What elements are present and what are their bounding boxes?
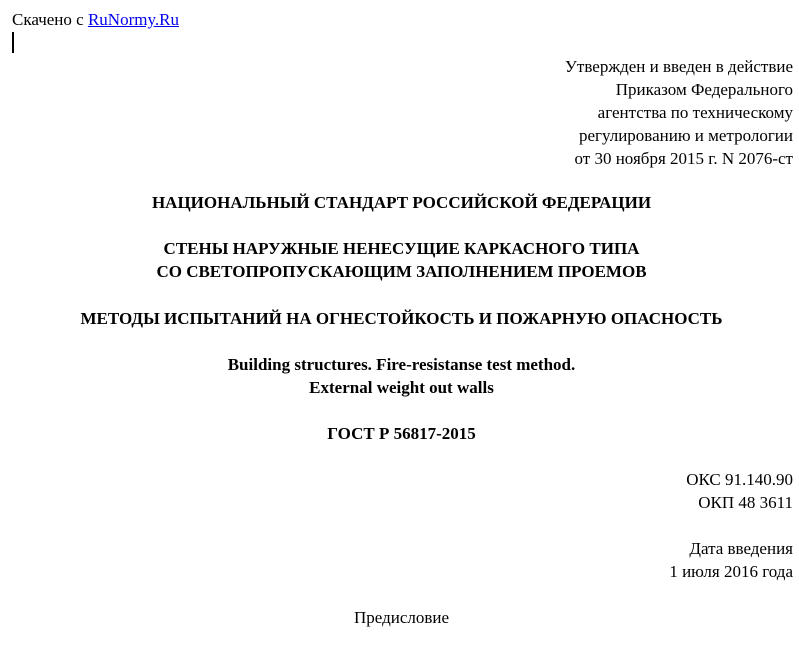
effective-date-block <box>669 537 793 583</box>
english-title <box>0 353 799 399</box>
source-line <box>12 8 179 31</box>
source-link[interactable]: RuNormy.Ru <box>87 10 179 29</box>
classifier-block <box>686 468 793 514</box>
english-title-line: Building structures. Fire-resistanse test method. <box>227 355 576 374</box>
preface-heading: Предисловие <box>353 608 450 627</box>
okp-code: ОКП 48 3611 <box>698 493 793 512</box>
effective-date-value: 1 июля 2016 года <box>669 562 793 581</box>
standard-code: ГОСТ Р 56817-2015 <box>327 424 476 443</box>
document-title <box>0 237 799 283</box>
approval-line: Приказом Федерального <box>615 80 793 99</box>
approval-block <box>565 55 793 170</box>
approval-line: регулированию и метрологии <box>578 126 793 145</box>
effective-date-label: Дата введения <box>689 539 793 558</box>
document-subtitle: МЕТОДЫ ИСПЫТАНИЙ НА ОГНЕСТОЙКОСТЬ И ПОЖАРНУЮ ОПАСНОСТЬ <box>80 309 723 328</box>
approval-line: Утвержден и введен в действие <box>564 57 793 76</box>
source-prefix: Скачено с <box>12 10 88 29</box>
approval-line: от 30 ноября 2015 г. N 2076-ст <box>574 149 793 168</box>
oks-code: ОКС 91.140.90 <box>686 470 793 489</box>
text-cursor <box>12 32 14 53</box>
standard-heading: НАЦИОНАЛЬНЫЙ СТАНДАРТ РОССИЙСКОЙ ФЕДЕРАЦИИ <box>151 193 652 212</box>
english-title-line: External weight out walls <box>309 378 494 397</box>
title-line: СТЕНЫ НАРУЖНЫЕ НЕНЕСУЩИЕ КАРКАСНОГО ТИПА <box>163 239 640 258</box>
title-line: СО СВЕТОПРОПУСКАЮЩИМ ЗАПОЛНЕНИЕМ ПРОЕМОВ <box>156 262 647 281</box>
approval-line: агентства по техническому <box>597 103 793 122</box>
